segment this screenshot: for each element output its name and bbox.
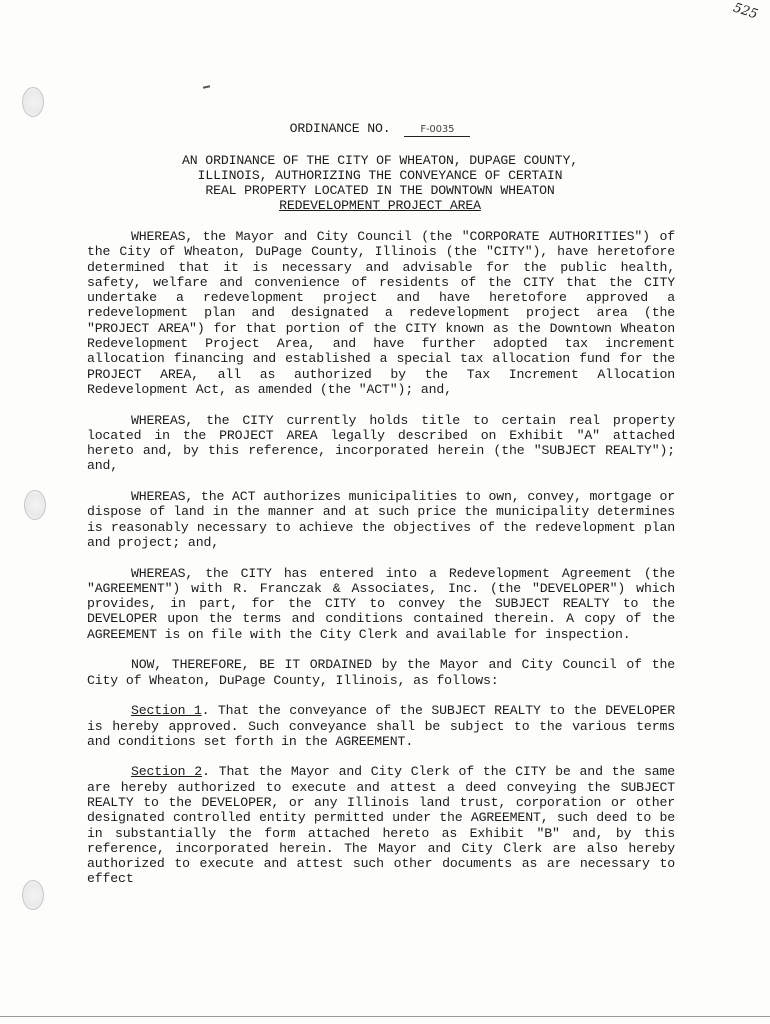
punch-hole-middle bbox=[24, 490, 46, 520]
page-number: 525 bbox=[731, 0, 760, 23]
whereas-paragraph-3: WHEREAS, the ACT authorizes municipalities to own, convey, mortgage or dispose of land in the manner and at such price the municipality determines is reasonably necessary to achieve the objectives of the redevelopment plan and project; and, bbox=[87, 489, 675, 550]
scan-mark bbox=[203, 85, 210, 88]
heading-line-4: REDEVELOPMENT PROJECT AREA bbox=[279, 198, 481, 213]
whereas-paragraph-2: WHEREAS, the CITY currently holds title to certain real property located in the PROJECT AREA legally described on Exhibit "A" attached hereto and, by this reference, incorporated herein (the "SUBJECT REALTY"); and, bbox=[87, 412, 675, 474]
ordinance-body bbox=[87, 229, 675, 902]
now-therefore-paragraph: NOW, THEREFORE, BE IT ORDAINED by the Mayor and City Council of the City of Wheaton, DuPage County, Illinois, as follows: bbox=[87, 657, 675, 688]
page-bottom-edge bbox=[0, 1016, 770, 1017]
ordinance-label: ORDINANCE NO. bbox=[289, 121, 391, 136]
punch-hole-bottom bbox=[22, 880, 44, 910]
heading-line-1: AN ORDINANCE OF THE CITY OF WHEATON, DUPAGE COUNTY, bbox=[182, 153, 578, 168]
ordinance-heading bbox=[80, 153, 680, 213]
section-2-text: . That the Mayor and City Clerk of the CITY be and the same are hereby authorized to execute and attest a deed conveying the SUBJECT REALTY to the DEVELOPER, or any Illinois land trust, corporation or other designated controlled entity permitted under the AGREEMENT, such deed to be in substantially the form attached hereto as Exhibit "B" and, by this reference, incorporated herein. The Mayor and City Clerk are also hereby authorized to execute and attest such other documents as are necessary to effect bbox=[87, 764, 675, 887]
ordinance-number: F-0035 bbox=[404, 124, 470, 137]
section-1-text: . That the conveyance of the SUBJECT REALTY to the DEVELOPER is hereby approved. Such conveyance shall be subject to the various terms and conditions set forth in the AGREEMENT. bbox=[87, 703, 676, 749]
section-2-paragraph bbox=[87, 764, 675, 886]
section-1-paragraph bbox=[87, 703, 675, 749]
section-1-label: Section 1 bbox=[131, 703, 202, 719]
punch-hole-top bbox=[22, 87, 44, 117]
heading-line-3: REAL PROPERTY LOCATED IN THE DOWNTOWN WHEATON bbox=[205, 183, 555, 198]
ordinance-title bbox=[80, 121, 680, 137]
whereas-paragraph-4: WHEREAS, the CITY has entered into a Redevelopment Agreement (the "AGREEMENT") with R. Franczak & Associates, Inc. (the "DEVELOPER") which provides, in part, for the CITY to convey the SUBJECT REALTY to the DEVELOPER upon the terms and conditions contained therein. A copy of the AGREEMENT is on file with the City Clerk and available for inspection. bbox=[87, 565, 675, 642]
section-2-label: Section 2 bbox=[131, 764, 203, 780]
whereas-paragraph-1: WHEREAS, the Mayor and City Council (the "CORPORATE AUTHORITIES") of the City of Wheaton, DuPage County, Illinois (the "CITY"), have heretofore determined that it is necessary and advisable for the public health, safety, welfare and convenience of residents of the CITY that the CITY undertake a redevelopment project and have heretofore approved a redevelopment plan and designated a redevelopment project area (the "PROJECT AREA") for that portion of the CITY known as the Downtown Wheaton Redevelopment Project Area, and have further adopted tax increment allocation financing and established a special tax allocation fund for the PROJECT AREA, all as authorized by the Tax Increment Allocation Redevelopment Act, as amended (the "ACT"); and, bbox=[87, 229, 675, 397]
heading-line-2: ILLINOIS, AUTHORIZING THE CONVEYANCE OF CERTAIN bbox=[197, 168, 563, 183]
